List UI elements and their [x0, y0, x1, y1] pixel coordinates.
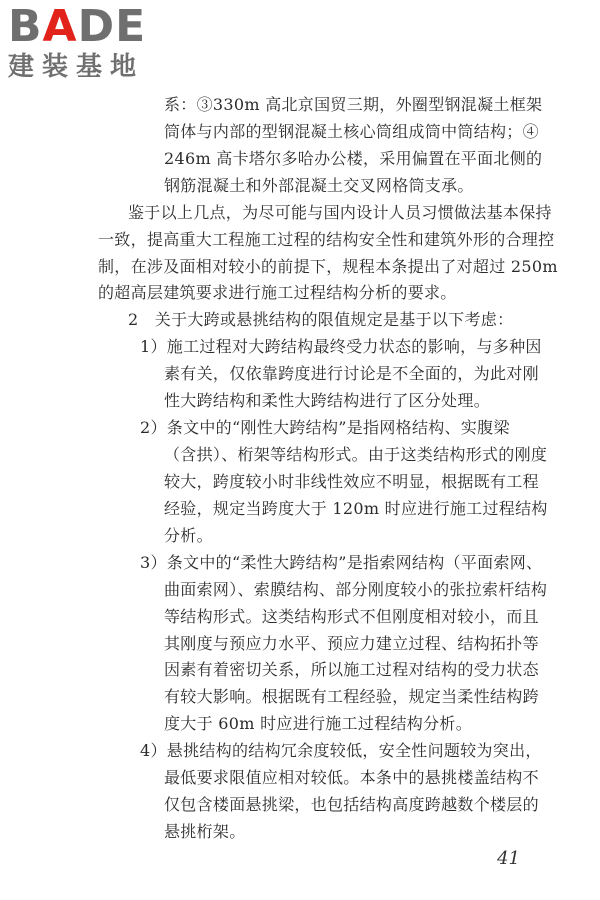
list-item-3: 3）条文中的“柔性大跨结构”是指索网结构（平面索网、	[140, 553, 543, 572]
paragraph-start: 鉴于以上几点，为尽可能与国内设计人员习惯做法基本保持	[128, 203, 552, 222]
logo-wordmark: BADE	[8, 1, 147, 52]
text-line: 仅包含楼面悬挑梁，也包括结构高度跨越数个楼层的	[164, 795, 539, 814]
text-line: 有较大影响。根据既有工程经验，规定当柔性结构跨	[164, 687, 539, 706]
text-line: 系：③330m 高北京国贸三期，外圈型钢混凝土框架	[164, 95, 543, 114]
page-number: 41	[497, 848, 520, 869]
text-line: 素有关，仅依靠跨度进行讨论是不全面的，为此对刚	[164, 364, 539, 383]
text-line: 一致，提高重大工程施工过程的结构安全性和建筑外形的合理控	[98, 230, 555, 249]
text-line: 性大跨结构和柔性大跨结构进行了区分处理。	[164, 391, 491, 410]
text-line: 最低要求限值应相对较低。本条中的悬挑楼盖结构不	[164, 768, 539, 787]
logo-accent-letter: A	[42, 1, 78, 52]
text-line: 等结构形式。这类结构形式不但刚度相对较小，而且	[164, 607, 539, 626]
text-line: 经验，规定当跨度大于 120m 时应进行施工过程结构	[164, 499, 548, 518]
text-line: 因素有着密切关系，所以施工过程对结构的受力状态	[164, 660, 539, 679]
text-line: 的超高层建筑要求进行施工过程结构分析的要求。	[98, 283, 457, 302]
text-line: 筒体与内部的型钢混凝土核心筒组成筒中筒结构；④	[164, 122, 539, 141]
text-line: （含拱）、桁架等结构形式。由于这类结构形式的刚度	[164, 445, 548, 464]
text-line: 制，在涉及面相对较小的前提下，规程本条提出了对超过 250m	[98, 257, 558, 276]
logo-subtitle: 建装基地	[8, 52, 145, 82]
list-item-2: 2）条文中的“刚性大跨结构”是指网格结构、实腹梁	[140, 418, 510, 437]
list-item-4: 4）悬挑结构的结构冗余度较低，安全性问题较为突出，	[140, 741, 542, 760]
list-item-1: 1）施工过程对大跨结构最终受力状态的影响，与多种因	[140, 337, 542, 356]
section-heading: 2 关于大跨或悬挑结构的限值规定是基于以下考虑：	[128, 310, 514, 329]
text-line: 曲面索网）、索膜结构、部分刚度较小的张拉索杆结构	[164, 580, 548, 599]
text-line: 悬挑桁架。	[164, 822, 246, 841]
text-line: 分析。	[164, 526, 213, 545]
text-line: 其刚度与预应力水平、预应力建立过程、结构拓扑等	[164, 634, 539, 653]
text-line: 度大于 60m 时应进行施工过程结构分析。	[164, 714, 473, 733]
text-line: 较大，跨度较小时非线性效应不明显，根据既有工程	[164, 472, 539, 491]
text-line: 钢筋混凝土和外部混凝土交叉网格筒支承。	[164, 176, 474, 195]
text-line: 246m 高卡塔尔多哈办公楼，采用偏置在平面北侧的	[164, 149, 543, 168]
